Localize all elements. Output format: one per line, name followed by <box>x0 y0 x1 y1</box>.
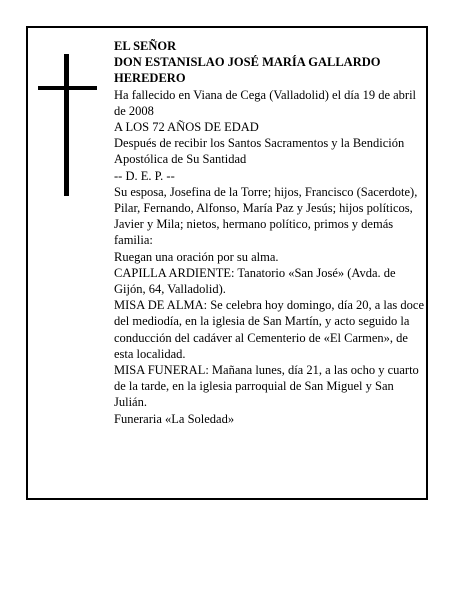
funeral-home: Funeraria «La Soledad» <box>114 411 235 426</box>
death-statement: Ha fallecido en Viana de Cega (Valladolid) el día 19 de abril de 2008 <box>114 87 417 118</box>
deceased-name-line2: HEREDERO <box>114 71 186 86</box>
funeral-mass-info: MISA FUNERAL: Mañana lunes, día 21, a las ocho y cuarto de la tarde, en la iglesia parroquial de San Miguel y San Julián. <box>114 363 419 410</box>
obituary-text <box>114 38 428 427</box>
family-list: Su esposa, Josefina de la Torre; hijos, Francisco (Sacerdote), Pilar, Fernando, Alfonso, María Paz y Jesús; hijos políticos, Javier y Mila; nietos, hermano político, primos y demás familia: <box>114 184 418 248</box>
age-statement: A LOS 72 AÑOS DE EDAD <box>114 120 259 135</box>
cross-horizontal-bar <box>38 86 97 90</box>
deceased-name-line1: DON ESTANISLAO JOSÉ MARÍA GALLARDO <box>114 55 381 70</box>
chapel-info: CAPILLA ARDIENTE: Tanatorio «San José» (Avda. de Gijón, 64, Valladolid). <box>114 265 396 297</box>
mass-info: MISA DE ALMA: Se celebra hoy domingo, día 20, a las doce del mediodía, en la iglesia de San Martín, y acto seguido la conducción del cadáver al Cementerio de «El Carmen», de esta localidad. <box>114 298 425 361</box>
prayer-request: Ruegan una oración por su alma. <box>114 249 279 264</box>
honorific: EL SEÑOR <box>114 39 177 53</box>
cross-vertical-bar <box>64 54 69 196</box>
rip-line: -- D. E. P. -- <box>114 168 175 183</box>
sacraments-statement: Después de recibir los Santos Sacramentos y la Bendición Apostólica de Su Santidad <box>114 136 405 167</box>
